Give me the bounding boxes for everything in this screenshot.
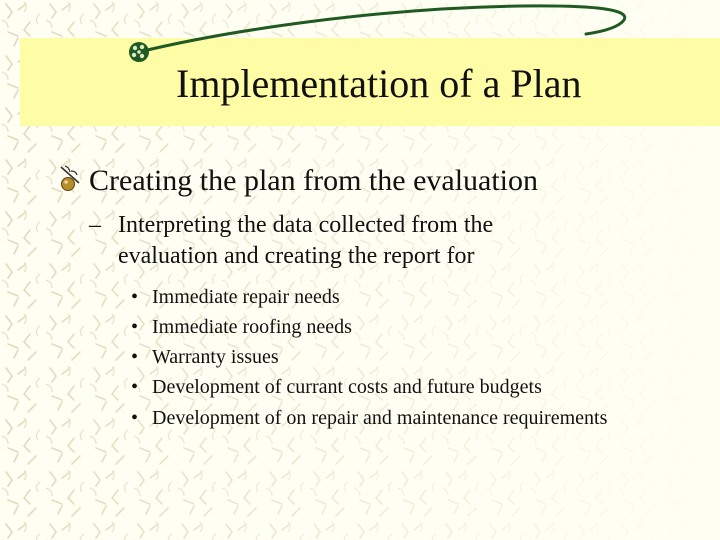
leaf-sprout-icon (57, 163, 87, 193)
dash-marker: – (89, 212, 101, 238)
bullet-dot: • (131, 407, 139, 429)
bullet-dot: • (131, 376, 139, 398)
bullet-level1: Creating the plan from the evaluation (89, 164, 539, 197)
list-item: • Development of currant costs and future budgets (131, 372, 631, 402)
bullet-dot: • (131, 316, 139, 338)
bullet-dot: • (131, 286, 139, 308)
list-item: • Warranty issues (131, 342, 631, 372)
bullet-list-level3 (131, 282, 631, 431)
list-item: • Immediate repair needs (131, 282, 631, 312)
list-item: • Immediate roofing needs (131, 312, 631, 342)
bullet-dot: • (131, 346, 139, 368)
slide-title: Implementation of a Plan (176, 61, 582, 106)
bullet-level2: Interpreting the data collected from the evaluation and creating the report for (118, 212, 494, 269)
list-item: • Development of on repair and maintenance requirements (131, 407, 608, 429)
